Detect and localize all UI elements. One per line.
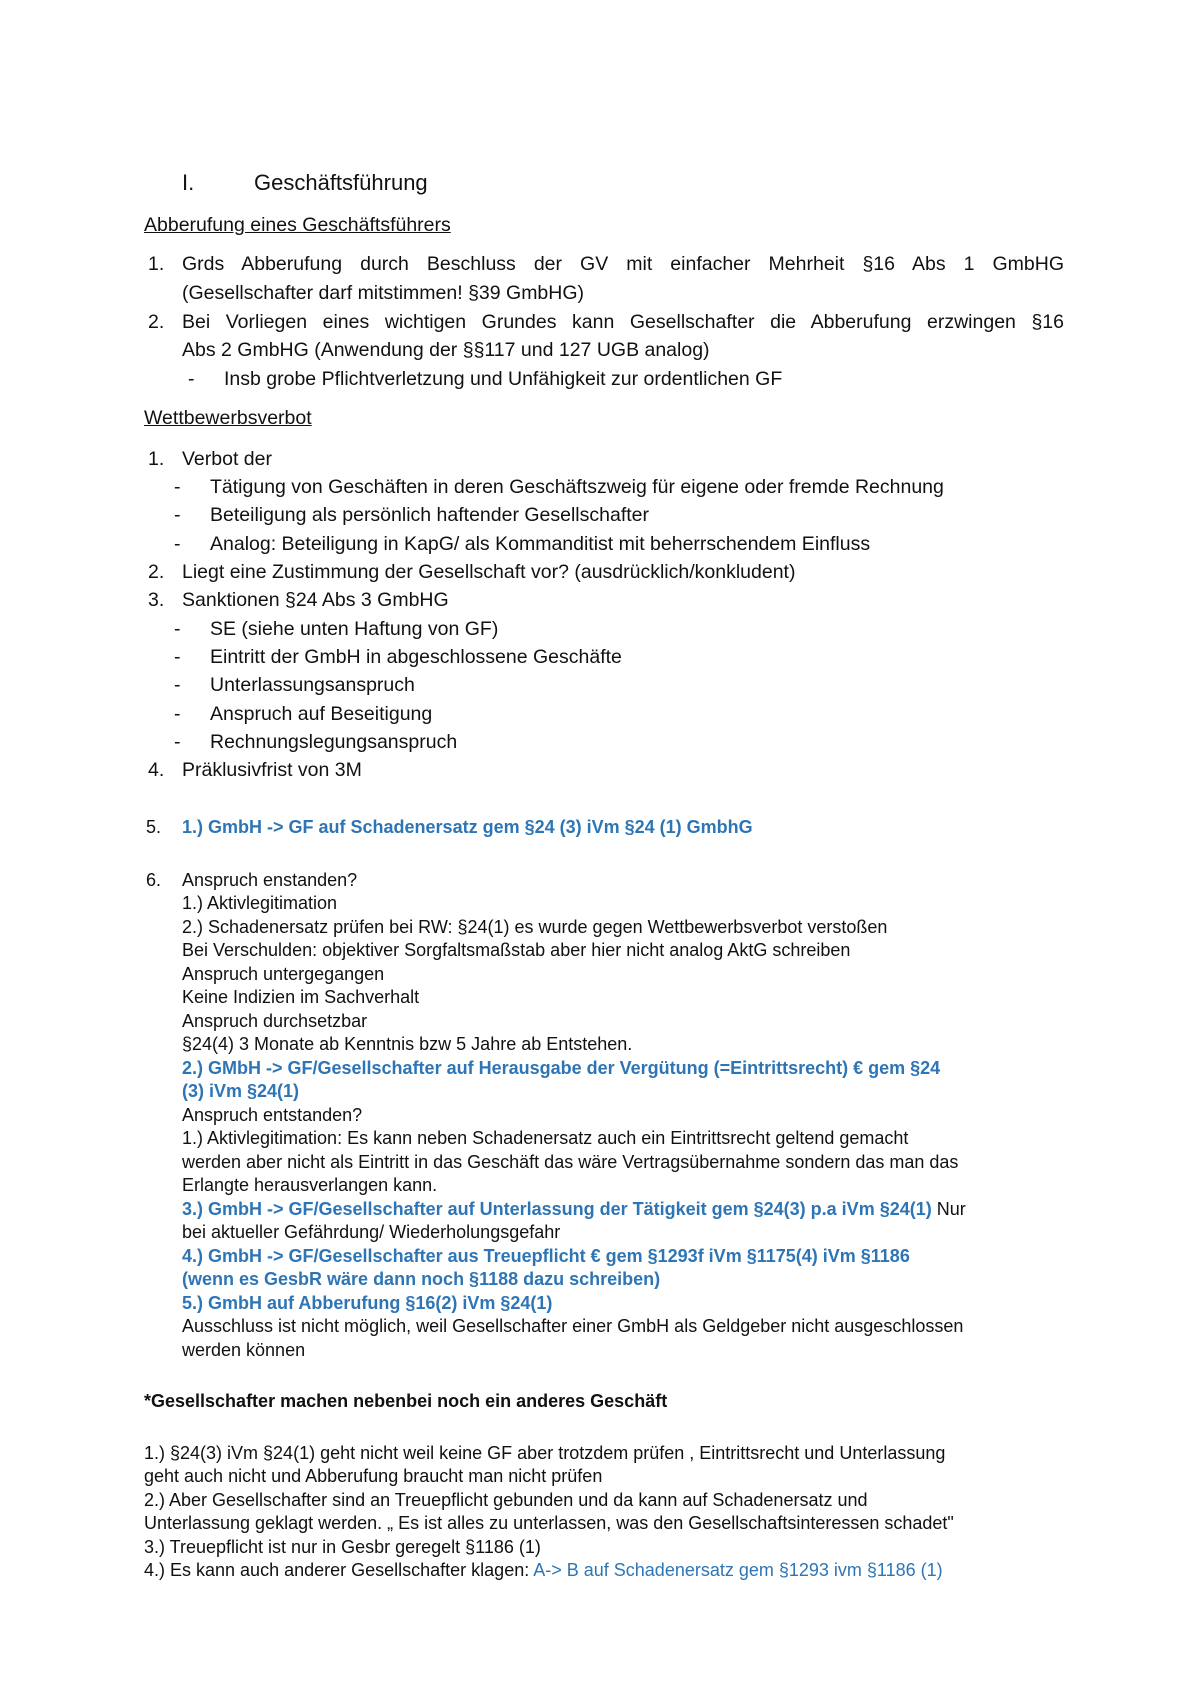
bullet-dash: - bbox=[174, 674, 181, 696]
bullet-dash: - bbox=[174, 533, 181, 555]
wettbewerb-item-1-num: 1. bbox=[148, 448, 165, 470]
wettbewerb-item-1-bullet: Tätigung von Geschäften in deren Geschäftszweig für eigene oder fremde Rechnung bbox=[210, 476, 944, 498]
item6-line: 2.) Schadenersatz prüfen bei RW: §24(1) es wurde gegen Wettbewerbsverbot verstoßen bbox=[182, 917, 888, 937]
item6-line: bei aktueller Gefährdung/ Wiederholungsgefahr bbox=[182, 1222, 561, 1242]
bullet-dash: - bbox=[174, 731, 181, 753]
abberufung-item-1-num: 1. bbox=[148, 253, 165, 275]
gesellschafter-last-start: 4.) Es kann auch anderer Gesellschafter klagen: bbox=[144, 1560, 534, 1580]
abberufung-item-2-line1: Bei Vorliegen eines wichtigen Grundes kann Gesellschafter die Abberufung erzwingen §16 bbox=[182, 311, 1064, 333]
item6-line-blue: 5.) GmbH auf Abberufung §16(2) iVm §24(1) bbox=[182, 1293, 553, 1313]
item6-line-blue: (3) iVm §24(1) bbox=[182, 1081, 300, 1101]
unterlassung-rest: Nur bbox=[931, 1199, 966, 1219]
wettbewerb-item-2-text: Liegt eine Zustimmung der Gesellschaft vor? (ausdrücklich/konkludent) bbox=[182, 561, 796, 583]
wettbewerb-item-1-bullet: Analog: Beteiligung in KapG/ als Kommanditist mit beherrschendem Einfluss bbox=[210, 533, 871, 555]
abberufung-bullet-text: Insb grobe Pflichtverletzung und Unfähigkeit zur ordentlichen GF bbox=[224, 368, 783, 390]
item6-line: Ausschluss ist nicht möglich, weil Gesellschafter einer GmbH als Geldgeber nicht ausgeschlossen bbox=[182, 1316, 964, 1336]
gesellschafter-line: geht auch nicht und Abberufung braucht man nicht prüfen bbox=[144, 1466, 603, 1486]
wettbewerb-heading: Wettbewerbsverbot bbox=[144, 407, 312, 429]
abberufung-item-2-num: 2. bbox=[148, 311, 165, 333]
gesellschafter-heading: *Gesellschafter machen nebenbei noch ein anderes Geschäft bbox=[144, 1391, 668, 1411]
wettbewerb-item-1-bullet: Beteiligung als persönlich haftender Gesellschafter bbox=[210, 504, 650, 526]
item6-line: werden aber nicht als Eintritt in das Geschäft das wäre Vertragsübernahme sondern das man das bbox=[182, 1152, 959, 1172]
wettbewerb-item-3-text: Sanktionen §24 Abs 3 GmbHG bbox=[182, 589, 449, 611]
abberufung-bullet-dash: - bbox=[188, 368, 195, 390]
item6-line: Bei Verschulden: objektiver Sorgfaltsmaßstab aber hier nicht analog AktG schreiben bbox=[182, 940, 851, 960]
item6-line: Erlangte herausverlangen kann. bbox=[182, 1175, 438, 1195]
item6-line: 1.) Aktivlegitimation: Es kann neben Schadenersatz auch ein Eintrittsrecht geltend gemacht bbox=[182, 1128, 909, 1148]
wettbewerb-item-3-num: 3. bbox=[148, 589, 165, 611]
wettbewerb-item-3-bullet: Eintritt der GmbH in abgeschlossene Geschäfte bbox=[210, 646, 622, 668]
item6-line-blue: 4.) GmbH -> GF/Gesellschafter aus Treuepflicht € gem §1293f iVm §1175(4) iVm §1186 bbox=[182, 1246, 910, 1266]
unterlassung-claim: 3.) GmbH -> GF/Gesellschafter auf Unterlassung der Tätigkeit gem §24(3) p.a iVm §24(1) bbox=[182, 1199, 932, 1219]
bullet-dash: - bbox=[174, 504, 181, 526]
wettbewerb-item-4-num: 4. bbox=[148, 759, 165, 781]
wettbewerb-item-5-text: 1.) GmbH -> GF auf Schadenersatz gem §24 (3) iVm §24 (1) GmbhG bbox=[182, 817, 753, 837]
item6-line: §24(4) 3 Monate ab Kenntnis bzw 5 Jahre ab Entstehen. bbox=[182, 1034, 633, 1054]
item6-line-blue: (wenn es GesbR wäre dann noch §1188 dazu schreiben) bbox=[182, 1269, 661, 1289]
section-title: Geschäftsführung bbox=[254, 170, 428, 195]
wettbewerb-item-5-num: 5. bbox=[146, 817, 162, 837]
item6-line: 1.) Aktivlegitimation bbox=[182, 893, 338, 913]
section-number: I. bbox=[182, 170, 195, 195]
item6-line-blue: 2.) GMbH -> GF/Gesellschafter auf Herausgabe der Vergütung (=Eintrittsrecht) € gem §24 bbox=[182, 1058, 941, 1078]
wettbewerb-item-1-text: Verbot der bbox=[182, 448, 272, 470]
item6-line: werden können bbox=[182, 1340, 306, 1360]
wettbewerb-item-3-bullet: Anspruch auf Beseitigung bbox=[210, 703, 433, 725]
abberufung-item-1-line2: (Gesellschafter darf mitstimmen! §39 GmbHG) bbox=[182, 282, 585, 304]
gesellschafter-line: 1.) §24(3) iVm §24(1) geht nicht weil keine GF aber trotzdem prüfen , Eintrittsrecht und Unterlassung bbox=[144, 1443, 946, 1463]
abberufung-heading: Abberufung eines Geschäftsführers bbox=[144, 214, 451, 236]
abberufung-item-2-line2: Abs 2 GmbHG (Anwendung der §§117 und 127 UGB analog) bbox=[182, 339, 710, 361]
item6-line: Anspruch durchsetzbar bbox=[182, 1011, 368, 1031]
wettbewerb-item-6-num: 6. bbox=[146, 870, 162, 890]
item6-line: Keine Indizien im Sachverhalt bbox=[182, 987, 420, 1007]
item6-line: Anspruch untergegangen bbox=[182, 964, 385, 984]
item6-line: Anspruch entstanden? bbox=[182, 1105, 363, 1125]
wettbewerb-item-3-bullet: SE (siehe unten Haftung von GF) bbox=[210, 618, 499, 640]
wettbewerb-item-3-bullet: Rechnungslegungsanspruch bbox=[210, 731, 458, 753]
bullet-dash: - bbox=[174, 476, 181, 498]
wettbewerb-item-3-bullet: Unterlassungsanspruch bbox=[210, 674, 415, 696]
bullet-dash: - bbox=[174, 618, 181, 640]
wettbewerb-item-2-num: 2. bbox=[148, 561, 165, 583]
gesellschafter-line: 3.) Treuepflicht ist nur in Gesbr geregelt §1186 (1) bbox=[144, 1537, 541, 1557]
gesellschafter-last-line bbox=[144, 1561, 943, 1579]
item6-line: Anspruch enstanden? bbox=[182, 870, 358, 890]
gesellschafter-last-blue: A-> B auf Schadenersatz gem §1293 ivm §1186 (1) bbox=[533, 1560, 943, 1580]
item6-line-mixed bbox=[182, 1200, 966, 1218]
gesellschafter-line: 2.) Aber Gesellschafter sind an Treuepflicht gebunden und da kann auf Schadenersatz und bbox=[144, 1490, 868, 1510]
wettbewerb-item-4-text: Präklusivfrist von 3M bbox=[182, 759, 362, 781]
bullet-dash: - bbox=[174, 646, 181, 668]
abberufung-item-1-line1: Grds Abberufung durch Beschluss der GV mit einfacher Mehrheit §16 Abs 1 GmbHG bbox=[182, 253, 1064, 275]
gesellschafter-line: Unterlassung geklagt werden. „ Es ist alles zu unterlassen, was den Gesellschaftsinteressen schadet" bbox=[144, 1513, 954, 1533]
bullet-dash: - bbox=[174, 703, 181, 725]
